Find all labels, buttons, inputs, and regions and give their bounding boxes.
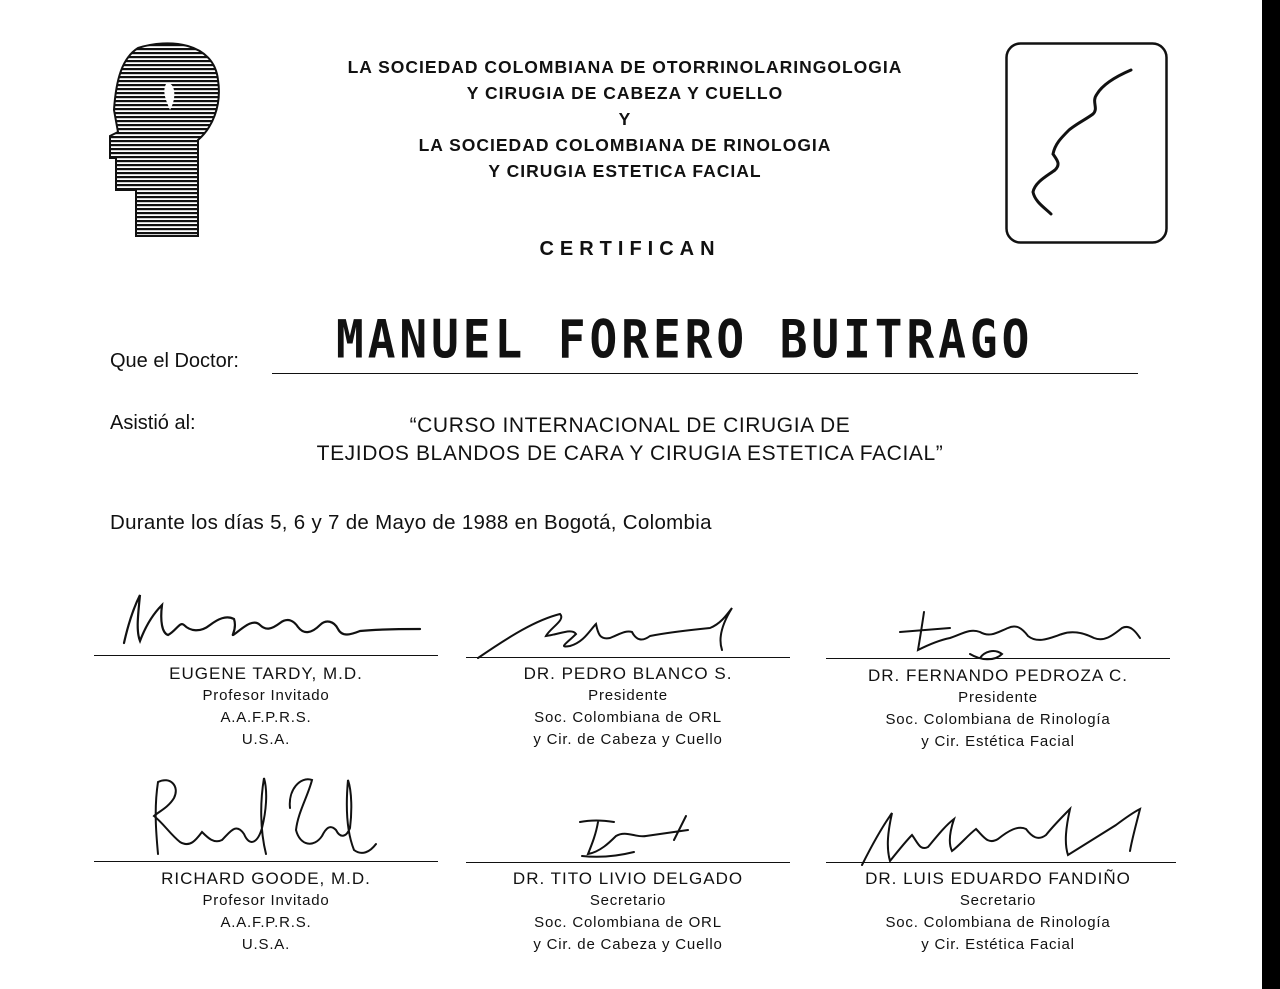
signatory-name: DR. FERNANDO PEDROZA C. <box>867 666 1129 685</box>
header-line: Y CIRUGIA ESTETICA FACIAL <box>488 161 762 181</box>
signatory-name: DR. TITO LIVIO DELGADO <box>512 869 744 888</box>
signatory-title: U.S.A. <box>241 731 291 748</box>
signatory-pedroza <box>826 665 1170 753</box>
issuing-societies-header <box>300 54 950 184</box>
signatory-title: Soc. Colombiana de ORL <box>534 914 722 931</box>
signature-line <box>94 655 438 656</box>
course-title-line: TEJIDOS BLANDOS DE CARA Y CIRUGIA ESTETICA FACIAL” <box>316 442 944 465</box>
signatory-title: Presidente <box>958 689 1038 706</box>
signatory-title: Presidente <box>588 687 668 704</box>
attended-label: Asistió al: <box>110 412 196 434</box>
signature-delgado <box>570 812 720 864</box>
face-profile-logo-icon <box>1005 42 1168 244</box>
signature-line <box>466 862 790 863</box>
signatory-title: Profesor Invitado <box>202 687 330 704</box>
signature-tardy <box>110 585 430 660</box>
signatory-name: EUGENE TARDY, M.D. <box>169 664 363 683</box>
signatory-title: Secretario <box>959 892 1037 909</box>
signature-line <box>466 657 790 658</box>
signatory-title: y Cir. Estética Facial <box>921 936 1075 953</box>
signatory-title: Soc. Colombiana de Rinología <box>885 914 1111 931</box>
signatory-title: y Cir. Estética Facial <box>921 733 1075 750</box>
signatory-title: y Cir. de Cabeza y Cuello <box>533 936 723 953</box>
signatory-title: Secretario <box>589 892 667 909</box>
doctor-name: MANUEL FORERO BUITRAGO <box>336 308 1034 371</box>
signatory-title: A.A.F.P.R.S. <box>220 709 312 726</box>
header-line: LA SOCIEDAD COLOMBIANA DE OTORRINOLARINGOLOGIA <box>347 57 903 77</box>
signatory-title: A.A.F.P.R.S. <box>220 914 312 931</box>
signature-line <box>94 861 438 862</box>
signature-line <box>826 658 1170 659</box>
doctor-label: Que el Doctor: <box>110 350 239 372</box>
header-line: LA SOCIEDAD COLOMBIANA DE RINOLOGIA <box>418 135 832 155</box>
signatory-name: DR. LUIS EDUARDO FANDIÑO <box>865 869 1131 888</box>
signature-line <box>826 862 1176 863</box>
doctor-underline <box>272 373 1138 374</box>
signatory-fandino <box>826 868 1170 956</box>
signatory-title: Soc. Colombiana de Rinología <box>885 711 1111 728</box>
scan-border <box>1262 0 1280 989</box>
signatory-name: DR. PEDRO BLANCO S. <box>523 664 733 683</box>
header-line: Y <box>618 109 632 129</box>
certifican-heading: CERTIFICAN <box>539 238 721 260</box>
signatory-title: y Cir. de Cabeza y Cuello <box>533 731 723 748</box>
signatory-title: U.S.A. <box>241 936 291 953</box>
signature-blanco <box>470 600 770 670</box>
course-title <box>240 412 1020 468</box>
course-title-line: “CURSO INTERNACIONAL DE CIRUGIA DE <box>409 414 851 437</box>
signatory-title: Soc. Colombiana de ORL <box>534 709 722 726</box>
course-dates: Durante los días 5, 6 y 7 de Mayo de 1988 en Bogotá, Colombia <box>110 511 712 534</box>
header-line: Y CIRUGIA DE CABEZA Y CUELLO <box>466 83 784 103</box>
signature-fandino <box>848 795 1168 875</box>
signatory-title: Profesor Invitado <box>202 892 330 909</box>
signatory-tardy <box>94 663 438 751</box>
head-profile-logo-icon <box>108 40 226 238</box>
signature-pedroza <box>890 598 1170 673</box>
signatory-name: RICHARD GOODE, M.D. <box>161 869 371 888</box>
signatory-delgado <box>466 868 790 956</box>
signature-goode <box>140 772 380 864</box>
signatory-goode <box>94 868 438 956</box>
signatory-blanco <box>466 663 790 751</box>
